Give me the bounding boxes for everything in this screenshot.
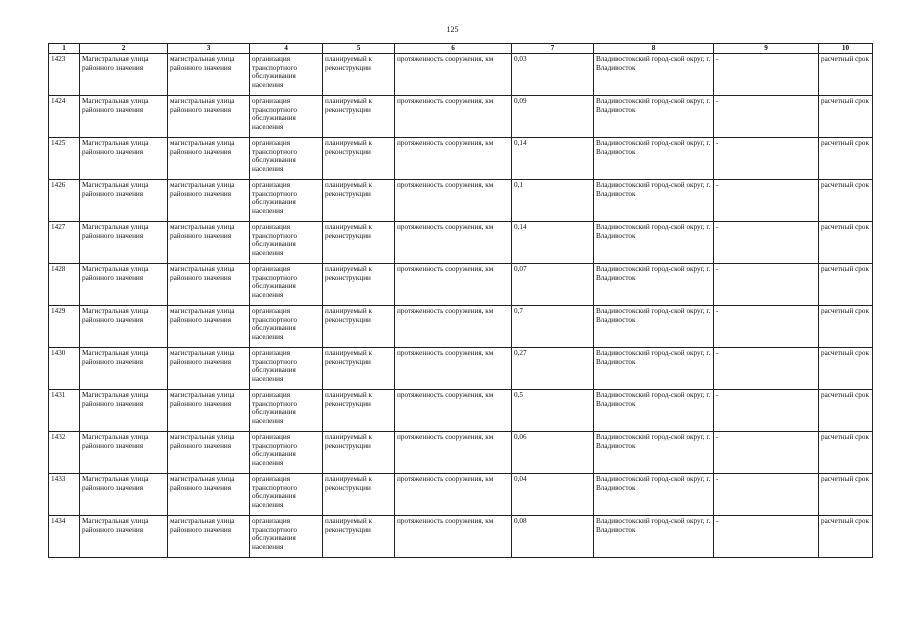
table-row [49, 180, 873, 222]
zone-cell: - [714, 138, 819, 180]
row-number-cell: 1433 [49, 474, 80, 516]
object-kind-cell: магистральная улица районного значения [168, 306, 250, 348]
value-cell: 0,14 [512, 222, 594, 264]
table-row [49, 264, 873, 306]
zone-cell: - [714, 96, 819, 138]
object-kind-cell: магистральная улица районного значения [168, 474, 250, 516]
purpose-cell: организация транспортного обслуживания населения [250, 264, 323, 306]
term-cell: расчетный срок [819, 348, 873, 390]
location-cell: Владивостокский город-ской округ, г. Владивосток [594, 54, 714, 96]
value-cell: 0,1 [512, 180, 594, 222]
table-row [49, 474, 873, 516]
location-cell: Владивостокский город-ской округ, г. Владивосток [594, 306, 714, 348]
object-name-cell: Магистральная улица районного значения [80, 474, 168, 516]
term-cell: расчетный срок [819, 54, 873, 96]
row-number-cell: 1434 [49, 516, 80, 558]
value-cell: 0,04 [512, 474, 594, 516]
value-cell: 0,14 [512, 138, 594, 180]
col-header-8: 8 [594, 44, 714, 54]
object-name-cell: Магистральная улица районного значения [80, 138, 168, 180]
col-header-9: 9 [714, 44, 819, 54]
zone-cell: - [714, 474, 819, 516]
col-header-5: 5 [323, 44, 395, 54]
value-cell: 0,08 [512, 516, 594, 558]
table-row [49, 390, 873, 432]
term-cell: расчетный срок [819, 96, 873, 138]
zone-cell: - [714, 306, 819, 348]
object-kind-cell: магистральная улица районного значения [168, 54, 250, 96]
zone-cell: - [714, 54, 819, 96]
row-number-cell: 1423 [49, 54, 80, 96]
purpose-cell: организация транспортного обслуживания населения [250, 432, 323, 474]
row-number-cell: 1431 [49, 390, 80, 432]
value-cell: 0,7 [512, 306, 594, 348]
col-header-6: 6 [395, 44, 512, 54]
status-cell: планируемый к реконструкции [323, 306, 395, 348]
table-row [49, 54, 873, 96]
header-row [49, 44, 873, 54]
status-cell: планируемый к реконструкции [323, 432, 395, 474]
location-cell: Владивостокский город-ской округ, г. Владивосток [594, 264, 714, 306]
object-name-cell: Магистральная улица районного значения [80, 432, 168, 474]
status-cell: планируемый к реконструкции [323, 180, 395, 222]
location-cell: Владивостокский город-ской округ, г. Владивосток [594, 96, 714, 138]
parameter-cell: протяженность сооружения, км [395, 264, 512, 306]
parameter-cell: протяженность сооружения, км [395, 474, 512, 516]
status-cell: планируемый к реконструкции [323, 222, 395, 264]
table-row [49, 306, 873, 348]
table-row [49, 348, 873, 390]
object-name-cell: Магистральная улица районного значения [80, 96, 168, 138]
object-kind-cell: магистральная улица районного значения [168, 264, 250, 306]
row-number-cell: 1428 [49, 264, 80, 306]
object-kind-cell: магистральная улица районного значения [168, 390, 250, 432]
object-kind-cell: магистральная улица районного значения [168, 222, 250, 264]
table-row [49, 138, 873, 180]
object-kind-cell: магистральная улица районного значения [168, 516, 250, 558]
term-cell: расчетный срок [819, 138, 873, 180]
row-number-cell: 1425 [49, 138, 80, 180]
zone-cell: - [714, 390, 819, 432]
parameter-cell: протяженность сооружения, км [395, 54, 512, 96]
parameter-cell: протяженность сооружения, км [395, 390, 512, 432]
parameter-cell: протяженность сооружения, км [395, 180, 512, 222]
term-cell: расчетный срок [819, 474, 873, 516]
value-cell: 0,09 [512, 96, 594, 138]
col-header-10: 10 [819, 44, 873, 54]
term-cell: расчетный срок [819, 516, 873, 558]
object-name-cell: Магистральная улица районного значения [80, 348, 168, 390]
row-number-cell: 1427 [49, 222, 80, 264]
purpose-cell: организация транспортного обслуживания населения [250, 348, 323, 390]
status-cell: планируемый к реконструкции [323, 516, 395, 558]
status-cell: планируемый к реконструкции [323, 390, 395, 432]
location-cell: Владивостокский город-ской округ, г. Владивосток [594, 138, 714, 180]
term-cell: расчетный срок [819, 306, 873, 348]
table-row [49, 96, 873, 138]
location-cell: Владивостокский город-ской округ, г. Владивосток [594, 516, 714, 558]
zone-cell: - [714, 264, 819, 306]
object-name-cell: Магистральная улица районного значения [80, 390, 168, 432]
location-cell: Владивостокский город-ской округ, г. Владивосток [594, 348, 714, 390]
value-cell: 0,06 [512, 432, 594, 474]
status-cell: планируемый к реконструкции [323, 264, 395, 306]
col-header-7: 7 [512, 44, 594, 54]
object-name-cell: Магистральная улица районного значения [80, 54, 168, 96]
parameter-cell: протяженность сооружения, км [395, 138, 512, 180]
term-cell: расчетный срок [819, 390, 873, 432]
row-number-cell: 1430 [49, 348, 80, 390]
row-number-cell: 1429 [49, 306, 80, 348]
location-cell: Владивостокский город-ской округ, г. Владивосток [594, 432, 714, 474]
status-cell: планируемый к реконструкции [323, 348, 395, 390]
zone-cell: - [714, 180, 819, 222]
object-name-cell: Магистральная улица районного значения [80, 180, 168, 222]
status-cell: планируемый к реконструкции [323, 138, 395, 180]
row-number-cell: 1426 [49, 180, 80, 222]
purpose-cell: организация транспортного обслуживания населения [250, 222, 323, 264]
row-number-cell: 1432 [49, 432, 80, 474]
purpose-cell: организация транспортного обслуживания населения [250, 138, 323, 180]
object-kind-cell: магистральная улица районного значения [168, 96, 250, 138]
parameter-cell: протяженность сооружения, км [395, 348, 512, 390]
purpose-cell: организация транспортного обслуживания населения [250, 474, 323, 516]
purpose-cell: организация транспортного обслуживания населения [250, 54, 323, 96]
zone-cell: - [714, 432, 819, 474]
purpose-cell: организация транспортного обслуживания населения [250, 180, 323, 222]
location-cell: Владивостокский город-ской округ, г. Владивосток [594, 390, 714, 432]
purpose-cell: организация транспортного обслуживания населения [250, 306, 323, 348]
col-header-4: 4 [250, 44, 323, 54]
object-kind-cell: магистральная улица районного значения [168, 348, 250, 390]
parameter-cell: протяженность сооружения, км [395, 432, 512, 474]
parameter-cell: протяженность сооружения, км [395, 306, 512, 348]
zone-cell: - [714, 348, 819, 390]
status-cell: планируемый к реконструкции [323, 96, 395, 138]
table-body [49, 54, 873, 558]
object-name-cell: Магистральная улица районного значения [80, 222, 168, 264]
objects-table [48, 43, 873, 558]
table-row [49, 222, 873, 264]
zone-cell: - [714, 222, 819, 264]
value-cell: 0,07 [512, 264, 594, 306]
table-row [49, 516, 873, 558]
parameter-cell: протяженность сооружения, км [395, 516, 512, 558]
value-cell: 0,03 [512, 54, 594, 96]
purpose-cell: организация транспортного обслуживания населения [250, 516, 323, 558]
object-kind-cell: магистральная улица районного значения [168, 138, 250, 180]
location-cell: Владивостокский город-ской округ, г. Владивосток [594, 474, 714, 516]
page-number: 125 [446, 25, 459, 34]
object-kind-cell: магистральная улица районного значения [168, 180, 250, 222]
object-name-cell: Магистральная улица районного значения [80, 306, 168, 348]
value-cell: 0,5 [512, 390, 594, 432]
object-name-cell: Магистральная улица районного значения [80, 516, 168, 558]
status-cell: планируемый к реконструкции [323, 54, 395, 96]
col-header-2: 2 [80, 44, 168, 54]
value-cell: 0,27 [512, 348, 594, 390]
term-cell: расчетный срок [819, 180, 873, 222]
col-header-1: 1 [49, 44, 80, 54]
term-cell: расчетный срок [819, 432, 873, 474]
status-cell: планируемый к реконструкции [323, 474, 395, 516]
object-name-cell: Магистральная улица районного значения [80, 264, 168, 306]
term-cell: расчетный срок [819, 264, 873, 306]
term-cell: расчетный срок [819, 222, 873, 264]
table-row [49, 432, 873, 474]
object-kind-cell: магистральная улица районного значения [168, 432, 250, 474]
col-header-3: 3 [168, 44, 250, 54]
parameter-cell: протяженность сооружения, км [395, 96, 512, 138]
location-cell: Владивостокский город-ской округ, г. Владивосток [594, 180, 714, 222]
purpose-cell: организация транспортного обслуживания населения [250, 390, 323, 432]
parameter-cell: протяженность сооружения, км [395, 222, 512, 264]
zone-cell: - [714, 516, 819, 558]
purpose-cell: организация транспортного обслуживания населения [250, 96, 323, 138]
row-number-cell: 1424 [49, 96, 80, 138]
location-cell: Владивостокский город-ской округ, г. Владивосток [594, 222, 714, 264]
